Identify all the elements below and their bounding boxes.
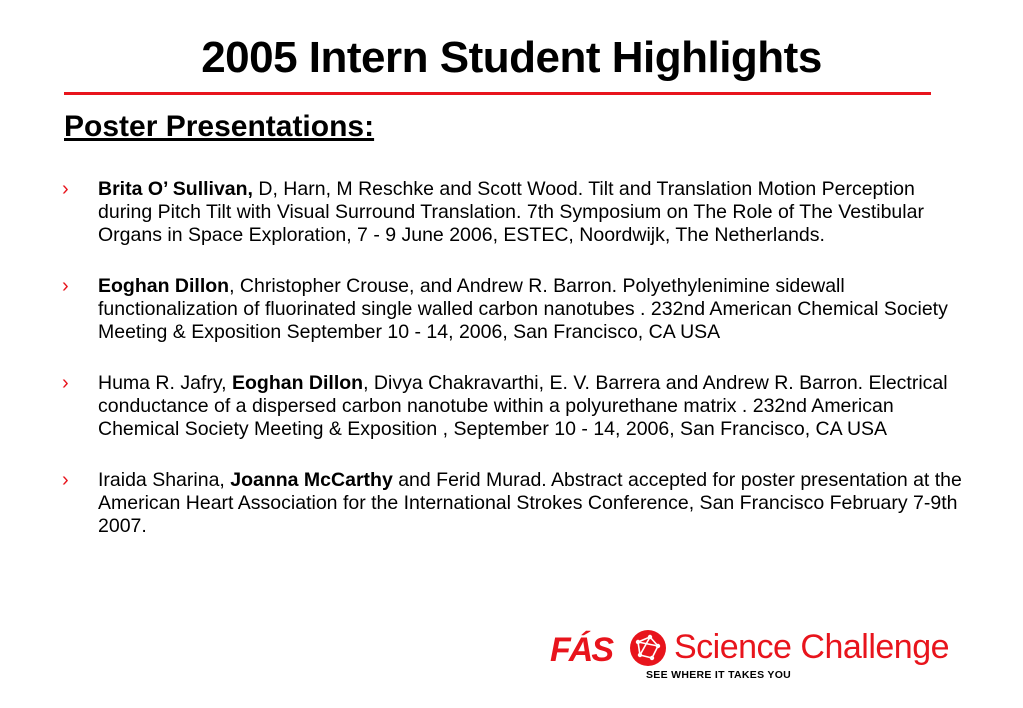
slide-title: 2005 Intern Student Highlights — [201, 33, 822, 82]
bullet-icon: › — [62, 372, 69, 394]
title-divider — [64, 92, 931, 95]
item-author-bold: Brita O’ Sullivan, — [98, 178, 253, 200]
bullet-icon: › — [62, 178, 69, 200]
item-author-bold: Eoghan Dillon — [232, 372, 364, 394]
list-item — [62, 372, 962, 441]
item-pre: Huma R. Jafry, — [98, 372, 232, 394]
item-text: and Ferid Murad. Abstract accepted for poster presentation at the American Heart Association for the International Strokes Conference, San Francisco February 7-9th 2007. — [98, 469, 962, 537]
section-heading: Poster Presentations: — [64, 110, 375, 143]
list-item — [62, 275, 962, 344]
bullet-icon: › — [62, 275, 69, 297]
item-author-bold: Eoghan Dillon — [98, 275, 230, 297]
presentation-list — [62, 178, 962, 566]
fas-wordmark: FÁS — [550, 631, 612, 669]
list-item — [62, 469, 962, 538]
item-text: , Divya Chakravarthi, E. V. Barrera and Andrew R. Barron. Electrical conductance of a dispersed carbon nanotube within a polyurethane matrix . 232nd American Chemical Society Meeting & Exposition , September 10 - 14, 2006, San Francisco, CA USA — [98, 372, 948, 440]
item-pre: Iraida Sharina, — [98, 469, 231, 491]
bullet-icon: › — [62, 469, 69, 491]
item-text: D, Harn, M Reschke and Scott Wood. Tilt and Translation Motion Perception during Pitch Tilt with Visual Surround Translation. 7th Symposium on The Role of The Vestibular Organs in Space Exploration, 7 - 9 June 2006, ESTEC, Noordwijk, The Netherlands. — [98, 178, 924, 246]
item-text: , Christopher Crouse, and Andrew R. Barron. Polyethylenimine sidewall functionalization of fluorinated single walled carbon nanotubes . 232nd American Chemical Society Meeting & Exposition September 10 - 14, 2006, San Francisco, CA USA — [98, 275, 948, 343]
science-challenge-wordmark: Science Challenge — [674, 628, 950, 666]
fas-science-challenge-logo — [550, 624, 990, 684]
list-item — [62, 178, 962, 247]
molecule-globe-icon — [628, 628, 668, 668]
logo-tagline: SEE WHERE IT TAKES YOU — [646, 669, 792, 681]
item-author-bold: Joanna McCarthy — [230, 469, 393, 491]
